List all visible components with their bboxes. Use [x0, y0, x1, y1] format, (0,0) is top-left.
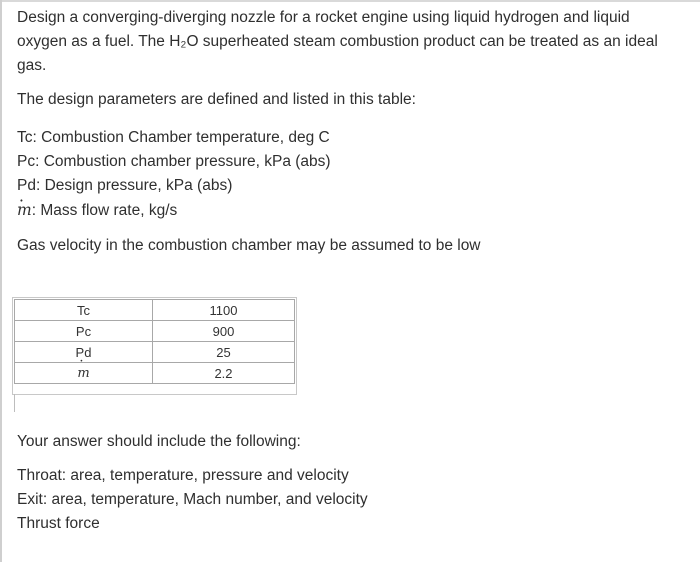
mass-flow-symbol: m ·: [77, 366, 89, 381]
answer-item-thrust: Thrust force: [17, 515, 100, 532]
definition-pd: Pd: Design pressure, kPa (abs): [17, 177, 233, 194]
param-name: Pc: [15, 321, 153, 342]
param-value: 900: [153, 321, 295, 342]
definition-mass-flow: [17, 198, 331, 223]
top-divider: [0, 0, 700, 2]
intro-line-3: gas.: [17, 57, 47, 74]
parameter-definitions: [17, 126, 331, 223]
param-value: 25: [153, 342, 295, 363]
table-stub-line: [14, 394, 15, 412]
param-name: [15, 363, 153, 384]
intro-line-1: Design a converging-diverging nozzle for a rocket engine using liquid hydrogen and liquid: [17, 9, 630, 26]
intro-line-2: oxygen as a fuel. The H₂O superheated steam combustion product can be treated as an ideal: [17, 33, 658, 50]
answer-heading: Your answer should include the following:: [17, 433, 301, 450]
design-parameters-table: [14, 299, 295, 384]
table-row: [15, 363, 295, 384]
definition-pc: Pc: Combustion chamber pressure, kPa (abs): [17, 153, 331, 170]
table-intro: The design parameters are defined and listed in this table:: [17, 91, 416, 108]
table-row: [15, 342, 295, 363]
table-row: [15, 300, 295, 321]
param-value: 1100: [153, 300, 295, 321]
answer-item-throat: Throat: area, temperature, pressure and velocity: [17, 467, 349, 484]
param-name: Pd: [15, 342, 153, 363]
param-name: Tc: [15, 300, 153, 321]
gas-velocity-note: Gas velocity in the combustion chamber may be assumed to be low: [17, 237, 481, 254]
table-row: [15, 321, 295, 342]
definition-tc: Tc: Combustion Chamber temperature, deg C: [17, 129, 330, 146]
left-divider: [0, 0, 2, 562]
mass-flow-symbol: m ·: [17, 201, 32, 219]
problem-statement: [17, 6, 687, 112]
param-value: 2.2: [153, 363, 295, 384]
answer-requirements: [17, 430, 368, 536]
answer-item-exit: Exit: area, temperature, Mach number, and velocity: [17, 491, 368, 508]
definition-mass-flow-text: : Mass flow rate, kg/s: [31, 202, 178, 219]
